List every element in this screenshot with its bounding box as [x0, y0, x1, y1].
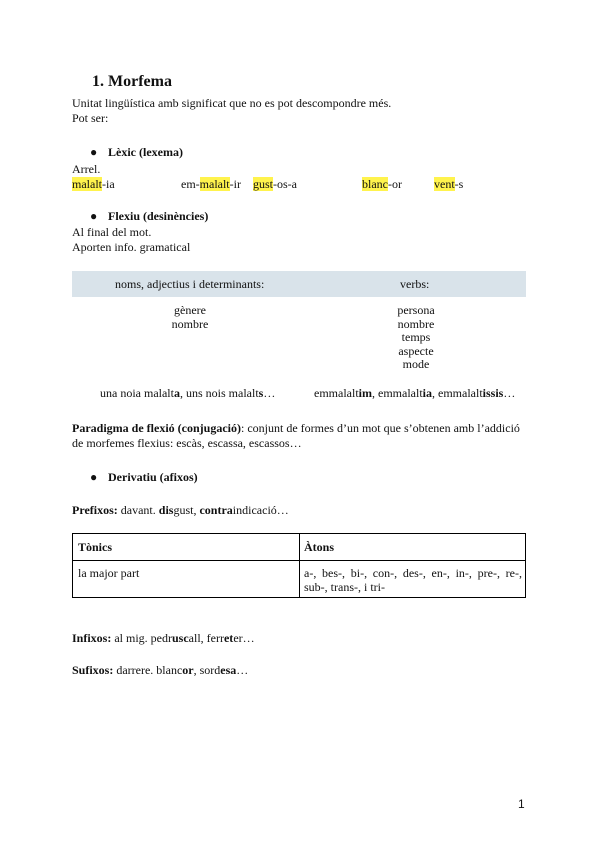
prefix-table	[72, 533, 526, 598]
highlighted-root: malalt	[72, 177, 102, 191]
flexion-col1-example: una noia malalta, uns nois malalts…	[100, 386, 276, 400]
lexic-heading: Lèxic (lexema)	[108, 145, 183, 159]
bullet-lexic	[92, 145, 183, 160]
flexion-col1-item: gènere	[174, 303, 206, 317]
page-number: 1	[518, 797, 525, 811]
lexic-example-1: malalt-ia	[72, 177, 115, 191]
lexic-example-2: em-malalt-ir	[181, 177, 241, 191]
prefix-col2-value: a-, bes-, bi-, con-, des-, en-, in-, pre-, re-, sub-, trans-, i tri-	[304, 566, 522, 594]
bullet-icon: ●	[90, 145, 98, 159]
flexion-col2-example: emmalaltim, emmalaltia, emmalaltissis…	[314, 386, 516, 400]
infixos-line: Infixos: al mig. pedruscall, ferreter…	[72, 631, 255, 645]
prefix-col1-value: la major part	[78, 566, 140, 580]
flexiu-line1: Al final del mot.	[72, 225, 152, 239]
lexic-example-4: blanc-or	[362, 177, 402, 191]
paradigma-term: Paradigma de flexió (conjugació)	[72, 421, 241, 435]
flexion-table	[72, 271, 526, 297]
prefixos-line: Prefixos: davant. disgust, contraindicació…	[72, 503, 289, 517]
bullet-icon: ●	[90, 470, 98, 484]
paradigma-line2: de morfemes flexius: escàs, escassa, escassos…	[72, 436, 302, 450]
lexic-definition: Arrel.	[72, 162, 101, 176]
flexion-col1-item: nombre	[171, 316, 209, 331]
bullet-flexiu	[92, 209, 208, 224]
flexiu-line2: Aporten info. gramatical	[72, 240, 191, 254]
prefixos-label: Prefixos:	[72, 503, 118, 517]
table-divider	[299, 534, 300, 597]
intro-pot-ser: Pot ser:	[72, 111, 109, 125]
flexion-table-header	[72, 271, 526, 297]
sufixos-label: Sufixos:	[72, 663, 114, 677]
sufixos-line: Sufixos: darrere. blancor, sordesa…	[72, 663, 249, 677]
section-number: 1.	[92, 73, 104, 90]
flexion-col1-items	[140, 304, 240, 331]
section-title: Morfema	[108, 73, 172, 90]
intro-definition: Unitat lingüística amb significat que no es pot descompondre més.	[72, 96, 392, 110]
flexion-col2-item: mode	[402, 357, 430, 371]
lexic-example-5: vent-s	[434, 177, 464, 191]
flexion-col2-item: aspecte	[398, 343, 434, 358]
prefix-col2-header: Àtons	[304, 540, 335, 554]
flexion-col2-items	[366, 304, 466, 372]
flexion-col2-item: persona	[397, 303, 435, 317]
section-heading	[92, 72, 172, 92]
bullet-icon: ●	[90, 209, 98, 223]
infixos-label: Infixos:	[72, 631, 112, 645]
derivatiu-heading: Derivatiu (afixos)	[108, 470, 198, 484]
flexion-col2-item: temps	[401, 330, 431, 344]
flexion-col1-header: noms, adjectius i determinants:	[115, 277, 265, 291]
highlighted-root: gust	[253, 177, 274, 191]
paradigma-line1: Paradigma de flexió (conjugació): conjunt de formes d’un mot que s’obtenen amb l’addició	[72, 421, 520, 435]
highlighted-root: malalt	[199, 177, 230, 191]
bullet-derivatiu	[92, 470, 198, 485]
table-divider	[73, 560, 525, 561]
lexic-example-3: gust-os-a	[253, 177, 298, 191]
highlighted-root: blanc	[362, 177, 388, 191]
highlighted-root: vent	[434, 177, 455, 191]
flexion-col2-item: nombre	[397, 316, 435, 331]
flexion-col2-header: verbs:	[400, 277, 430, 291]
flexiu-heading: Flexiu (desinències)	[108, 209, 209, 223]
prefix-col1-header: Tònics	[78, 540, 113, 554]
